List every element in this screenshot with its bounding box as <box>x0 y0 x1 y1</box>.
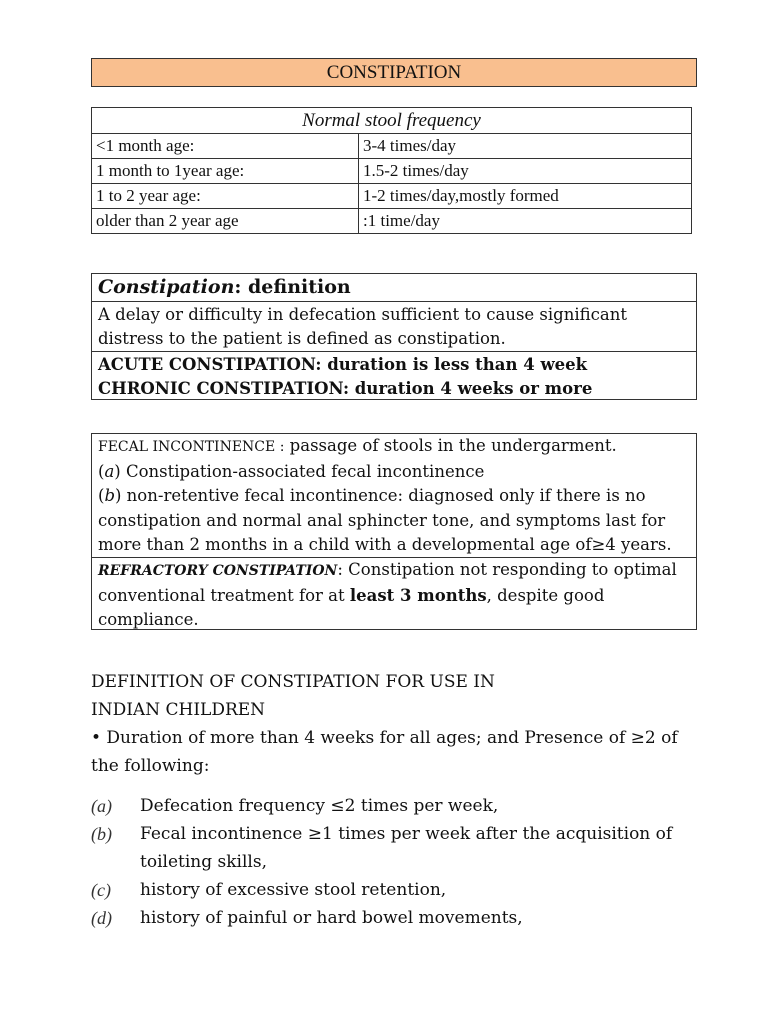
definition-heading-rest: : definition <box>234 276 351 298</box>
list-item <box>91 792 701 820</box>
fecal-incontinence-label: FECAL INCONTINENCE : <box>98 439 285 455</box>
frequency-cell: 1-2 times/day,mostly formed <box>359 184 692 209</box>
frequency-cell: 1.5-2 times/day <box>359 159 692 184</box>
chronic-constipation-text: CHRONIC CONSTIPATION: duration 4 weeks or more <box>98 379 593 398</box>
fecal-incontinence-description: passage of stools in the undergarment. <box>284 436 617 455</box>
acute-constipation-text: ACUTE CONSTIPATION: duration is less than 4 week <box>98 355 588 374</box>
refractory-label: REFRACTORY CONSTIPATION <box>98 563 338 579</box>
fecal-incontinence-item-a: (a) Constipation-associated fecal incontinence <box>98 461 485 481</box>
fecal-incontinence-definition <box>98 434 690 460</box>
item-marker: a <box>104 461 115 481</box>
list-marker: (a) <box>91 796 112 816</box>
table-row <box>92 159 692 184</box>
age-cell: 1 month to 1year age: <box>92 159 359 184</box>
item-text: Constipation-associated fecal incontinence <box>120 461 485 481</box>
list-marker: (b) <box>91 824 112 844</box>
item-text: non-retentive fecal incontinence: diagnosed only if there is no constipation and normal anal sphincter tone, and symptoms last for more than 2 months in a child with a developmental age of≥4 years. <box>98 486 672 554</box>
frequency-cell: 3-4 times/day <box>359 134 692 159</box>
refractory-emphasis: least 3 months <box>349 585 487 605</box>
list-item-text: Fecal incontinence ≥1 times per week after the acquisition of toileting skills, <box>140 824 673 872</box>
list-item <box>91 820 701 876</box>
fecal-incontinence-item-b: (b) non-retentive fecal incontinence: diagnosed only if there is no constipation and normal anal sphincter tone, and symptoms last for more than 2 months in a child with a developmental age of≥4 years. <box>98 486 672 554</box>
list-item <box>91 876 701 904</box>
table-row <box>92 134 692 159</box>
age-cell: 1 to 2 year age: <box>92 184 359 209</box>
list-marker: (d) <box>91 908 112 928</box>
table-caption-row <box>92 108 692 134</box>
stool-frequency-table <box>91 107 692 234</box>
table-caption: Normal stool frequency <box>92 108 692 134</box>
list-item-text: Defecation frequency ≤2 times per week, <box>140 796 499 816</box>
table-row <box>92 184 692 209</box>
frequency-cell: :1 time/day <box>359 209 692 234</box>
indian-definition-heading: DEFINITION OF CONSTIPATION FOR USE IN INDIAN CHILDREN <box>91 672 495 720</box>
list-item-text: history of painful or hard bowel movements, <box>140 908 523 928</box>
age-cell: <1 month age: <box>92 134 359 159</box>
fecal-incontinence-box <box>91 433 697 630</box>
definition-box <box>91 273 697 400</box>
refractory-constipation-section <box>92 558 696 633</box>
list-item <box>91 904 701 932</box>
definition-heading <box>92 274 696 302</box>
list-item-text: history of excessive stool retention, <box>140 880 447 900</box>
refractory-text-after: , despite good compliance. <box>98 585 605 629</box>
constipation-types <box>92 352 696 401</box>
refractory-text: : Constipation not responding to optimal conventional treatment for at <box>98 560 677 605</box>
age-cell: older than 2 year age <box>92 209 359 234</box>
indian-definition-lead: • Duration of more than 4 weeks for all ages; and Presence of ≥2 of the following: <box>91 728 678 776</box>
fecal-incontinence-section <box>92 434 696 558</box>
item-marker: b <box>104 486 115 505</box>
criteria-list <box>91 792 701 932</box>
list-marker: (c) <box>91 880 111 900</box>
definition-text: A delay or difficulty in defecation sufficient to cause significant distress to the patient is defined as constipation. <box>92 302 696 352</box>
page-title: CONSTIPATION <box>91 58 697 87</box>
definition-term: Constipation <box>98 276 235 298</box>
table-row <box>92 209 692 234</box>
indian-definition-section <box>91 668 691 780</box>
